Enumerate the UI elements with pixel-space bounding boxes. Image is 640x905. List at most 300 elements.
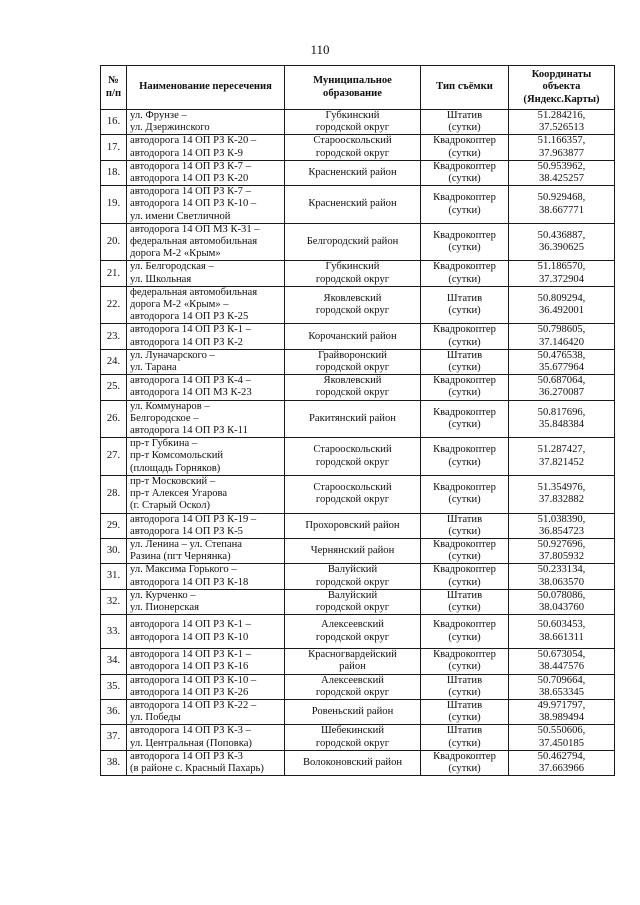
cell-coordinates-line: 51.166357, xyxy=(537,135,586,147)
cell-num: 25. xyxy=(101,375,127,400)
cell-num: 29. xyxy=(101,513,127,538)
cell-municipality xyxy=(285,438,421,476)
cell-name-line: автодорога 14 ОП РЗ К-20 xyxy=(130,173,249,185)
cell-shooting-type-line: Квадрокоптер xyxy=(433,160,496,172)
cell-shooting-type xyxy=(421,513,509,538)
cell-municipality xyxy=(285,375,421,400)
cell-num: 37. xyxy=(101,725,127,750)
cell-coordinates xyxy=(509,513,615,538)
cell-shooting-type-line: (сутки) xyxy=(448,494,481,506)
cell-municipality-line: городской округ xyxy=(315,686,390,698)
cell-coordinates-line: 51.354976, xyxy=(537,481,586,493)
cell-municipality xyxy=(285,725,421,750)
cell-shooting-type-line: (сутки) xyxy=(448,305,481,317)
cell-num: 33. xyxy=(101,615,127,649)
cell-shooting-type-line: (сутки) xyxy=(448,712,481,724)
cell-coordinates xyxy=(509,725,615,750)
cell-coordinates-line: 51.038390, xyxy=(537,513,586,525)
cell-shooting-type-line: Квадрокоптер xyxy=(433,261,496,273)
cell-municipality xyxy=(285,615,421,649)
cell-name-line: ул. Школьная xyxy=(130,273,192,285)
cell-shooting-type-line: (сутки) xyxy=(448,273,481,285)
cell-name-line: автодорога 14 ОП РЗ К-10 – xyxy=(130,674,257,686)
cell-coordinates-line: 37.146420 xyxy=(538,336,585,348)
header-coordinates: Координаты объекта (Яндекс.Карты) xyxy=(509,66,615,110)
cell-shooting-type-line: (сутки) xyxy=(448,525,481,537)
cell-coordinates-line: 36.854723 xyxy=(538,525,585,537)
cell-name xyxy=(127,513,285,538)
cell-name-line: автодорога 14 ОП РЗ К-7 – xyxy=(130,186,251,198)
cell-shooting-type xyxy=(421,110,509,135)
cell-name-line: федеральная автомобильная xyxy=(130,236,258,248)
cell-name-line: ул. Дзержинского xyxy=(130,122,210,134)
cell-name-line: автодорога 14 ОП МЗ К-23 xyxy=(130,387,252,399)
cell-num: 17. xyxy=(101,135,127,160)
cell-num: 28. xyxy=(101,475,127,513)
cell-num: 35. xyxy=(101,674,127,699)
table-row xyxy=(101,110,615,135)
cell-coordinates-line: 38.063570 xyxy=(538,576,585,588)
cell-coordinates-line: 35.848384 xyxy=(538,418,585,430)
cell-shooting-type-line: (сутки) xyxy=(448,173,481,185)
cell-coordinates-line: 38.661311 xyxy=(539,631,584,643)
page-number: 110 xyxy=(310,42,330,57)
cell-name-line: автодорога 14 ОП РЗ К-20 – xyxy=(130,135,257,147)
cell-shooting-type-line: Квадрокоптер xyxy=(433,444,496,456)
cell-municipality-line: городской округ xyxy=(315,601,390,613)
cell-shooting-type-line: Квадрокоптер xyxy=(433,375,496,387)
cell-shooting-type xyxy=(421,674,509,699)
cell-coordinates-line: 50.687064, xyxy=(537,375,586,387)
cell-name xyxy=(127,186,285,224)
cell-name-line: ул. Центральная (Поповка) xyxy=(130,737,252,749)
cell-name xyxy=(127,615,285,649)
table-row xyxy=(101,564,615,589)
cell-coordinates-line: 36.270087 xyxy=(538,387,585,399)
table-row xyxy=(101,589,615,614)
table-row xyxy=(101,699,615,724)
cell-coordinates-line: 37.805932 xyxy=(538,551,585,563)
cell-municipality xyxy=(285,674,421,699)
cell-coordinates-line: 51.284216, xyxy=(537,110,586,121)
cell-shooting-type-line: Штатив xyxy=(446,513,483,525)
cell-shooting-type xyxy=(421,400,509,438)
cell-municipality xyxy=(285,475,421,513)
cell-municipality xyxy=(285,513,421,538)
cell-municipality xyxy=(285,110,421,135)
cell-num: 36. xyxy=(101,699,127,724)
cell-municipality-line: Красненский район xyxy=(308,166,397,178)
cell-name-line: дорога М-2 «Крым» – xyxy=(130,299,229,311)
cell-name xyxy=(127,475,285,513)
cell-num: 19. xyxy=(101,186,127,224)
cell-municipality-line: Алексеевский xyxy=(321,619,384,631)
cell-shooting-type xyxy=(421,438,509,476)
cell-name-line: федеральная автомобильная xyxy=(130,286,258,298)
cell-num: 16. xyxy=(101,110,127,135)
cell-shooting-type xyxy=(421,261,509,286)
cell-coordinates xyxy=(509,699,615,724)
cell-coordinates-line: 50.809294, xyxy=(537,292,586,304)
cell-coordinates-line: 38.989494 xyxy=(538,712,585,724)
cell-shooting-type-line: (сутки) xyxy=(448,686,481,698)
cell-municipality xyxy=(285,649,421,674)
cell-name xyxy=(127,564,285,589)
cell-shooting-type-line: Штатив xyxy=(446,589,483,601)
cell-coordinates-line: 50.603453, xyxy=(537,619,586,631)
cell-municipality-line: Валуйский xyxy=(327,589,378,601)
cell-num: 26. xyxy=(101,400,127,438)
cell-coordinates-line: 50.817696, xyxy=(537,406,586,418)
cell-shooting-type-line: Квадрокоптер xyxy=(433,229,496,241)
cell-shooting-type xyxy=(421,538,509,563)
cell-name-line: автодорога 14 ОП РЗ К-26 xyxy=(130,686,249,698)
cell-shooting-type-line: (сутки) xyxy=(448,122,481,134)
cell-municipality-line: Старооскольский xyxy=(313,444,392,456)
cell-name-line: автодорога 14 ОП РЗ К-10 xyxy=(130,631,249,643)
cell-name-line: (г. Старый Оскол) xyxy=(130,500,211,512)
cell-name xyxy=(127,110,285,135)
cell-name xyxy=(127,286,285,324)
cell-shooting-type-line: (сутки) xyxy=(448,456,481,468)
cell-name-line: автодорога 14 ОП РЗ К-9 xyxy=(130,147,243,159)
header-name: Наименование пересечения xyxy=(127,66,285,110)
cell-coordinates-line: 38.447576 xyxy=(538,661,585,673)
intersections-table xyxy=(100,65,615,776)
cell-name xyxy=(127,538,285,563)
cell-coordinates xyxy=(509,674,615,699)
cell-name-line: ул. Тарана xyxy=(130,362,177,374)
table-row xyxy=(101,400,615,438)
cell-shooting-type xyxy=(421,699,509,724)
cell-municipality-line: Красногвардейский xyxy=(308,649,397,661)
cell-shooting-type xyxy=(421,135,509,160)
cell-coordinates-line: 38.425257 xyxy=(538,173,585,185)
cell-name-line: автодорога 14 ОП РЗ К-1 – xyxy=(130,649,251,661)
cell-shooting-type-line: Штатив xyxy=(446,349,483,361)
cell-num: 30. xyxy=(101,538,127,563)
table-row xyxy=(101,349,615,374)
cell-shooting-type xyxy=(421,375,509,400)
cell-shooting-type xyxy=(421,186,509,224)
table-row xyxy=(101,674,615,699)
cell-name-line: автодорога 14 ОП РЗ К-16 xyxy=(130,661,249,673)
cell-municipality-line: Губкинский xyxy=(325,110,380,121)
cell-municipality-line: городской округ xyxy=(315,576,390,588)
cell-shooting-type-line: (сутки) xyxy=(448,576,481,588)
cell-shooting-type-line: (сутки) xyxy=(448,242,481,254)
cell-name-line: пр-т Комсомольский xyxy=(130,450,224,462)
cell-municipality-line: Грайворонский xyxy=(318,349,387,361)
table-row xyxy=(101,135,615,160)
cell-coordinates xyxy=(509,324,615,349)
cell-municipality-line: городской округ xyxy=(315,122,390,134)
cell-coordinates xyxy=(509,135,615,160)
cell-name-line: автодорога 14 ОП РЗ К-19 – xyxy=(130,513,257,525)
cell-coordinates xyxy=(509,160,615,185)
cell-coordinates-line: 50.462794, xyxy=(537,750,586,762)
cell-coordinates xyxy=(509,110,615,135)
cell-shooting-type-line: Штатив xyxy=(446,699,483,711)
cell-name-line: ул. Белгородская – xyxy=(130,261,214,273)
cell-municipality-line: Валуйский xyxy=(327,564,378,576)
cell-shooting-type-line: Квадрокоптер xyxy=(433,649,496,661)
cell-shooting-type-line: (сутки) xyxy=(448,631,481,643)
cell-num: 22. xyxy=(101,286,127,324)
table-header xyxy=(101,66,615,110)
cell-coordinates xyxy=(509,186,615,224)
cell-name xyxy=(127,674,285,699)
cell-coordinates xyxy=(509,223,615,261)
cell-shooting-type-line: (сутки) xyxy=(448,661,481,673)
cell-coordinates xyxy=(509,564,615,589)
header-row xyxy=(101,66,615,110)
cell-name-line: автодорога 14 ОП РЗ К-5 xyxy=(130,525,243,537)
cell-coordinates-line: 37.450185 xyxy=(538,737,585,749)
cell-coordinates xyxy=(509,649,615,674)
cell-name xyxy=(127,261,285,286)
cell-municipality-line: городской округ xyxy=(315,456,390,468)
cell-coordinates-line: 37.832882 xyxy=(538,494,585,506)
cell-coordinates-line: 50.233134, xyxy=(537,564,586,576)
cell-municipality xyxy=(285,135,421,160)
cell-num: 32. xyxy=(101,589,127,614)
cell-municipality-line: Губкинский xyxy=(325,261,380,273)
table-row xyxy=(101,475,615,513)
cell-coordinates xyxy=(509,750,615,775)
cell-municipality-line: Чернянский район xyxy=(310,545,395,556)
cell-shooting-type-line: Квадрокоптер xyxy=(433,406,496,418)
cell-coordinates-line: 51.287427, xyxy=(537,444,586,456)
cell-shooting-type xyxy=(421,286,509,324)
cell-coordinates xyxy=(509,400,615,438)
cell-municipality xyxy=(285,538,421,563)
table-row xyxy=(101,649,615,674)
cell-coordinates-line: 50.709664, xyxy=(537,674,586,686)
cell-name-line: автодорога 14 ОП РЗ К-1 – xyxy=(130,619,251,631)
cell-name-line: автодорога 14 ОП РЗ К-3 – xyxy=(130,725,251,737)
cell-municipality-line: городской округ xyxy=(315,147,390,159)
cell-num: 24. xyxy=(101,349,127,374)
table-row xyxy=(101,160,615,185)
cell-coordinates-line: 37.372904 xyxy=(538,273,585,285)
cell-shooting-type xyxy=(421,615,509,649)
cell-coordinates-line: 50.476538, xyxy=(537,349,586,361)
cell-shooting-type-line: (сутки) xyxy=(448,147,481,159)
header-num: № п/п xyxy=(101,66,127,110)
table-row xyxy=(101,750,615,775)
cell-name-line: пр-т Алексея Угарова xyxy=(130,488,228,500)
cell-municipality xyxy=(285,261,421,286)
cell-coordinates xyxy=(509,438,615,476)
cell-name-line: автодорога 14 ОП МЗ К-31 – xyxy=(130,223,260,235)
cell-shooting-type-line: (сутки) xyxy=(448,601,481,613)
cell-name-line: (в районе с. Красный Пахарь) xyxy=(130,762,264,774)
table-row xyxy=(101,615,615,649)
cell-num: 27. xyxy=(101,438,127,476)
cell-name xyxy=(127,223,285,261)
cell-municipality-line: Прохоровский район xyxy=(305,519,400,531)
cell-coordinates xyxy=(509,538,615,563)
cell-name xyxy=(127,438,285,476)
cell-municipality-line: городской округ xyxy=(315,362,390,374)
cell-shooting-type-line: (сутки) xyxy=(448,362,481,374)
cell-municipality-line: городской округ xyxy=(315,305,390,317)
cell-municipality xyxy=(285,186,421,224)
cell-municipality-line: городской округ xyxy=(315,631,390,643)
cell-name-line: автодорога 14 ОП РЗ К-1 – xyxy=(130,324,251,336)
cell-num: 20. xyxy=(101,223,127,261)
cell-num: 18. xyxy=(101,160,127,185)
cell-coordinates-line: 50.673054, xyxy=(537,649,586,661)
cell-coordinates xyxy=(509,615,615,649)
cell-name xyxy=(127,160,285,185)
cell-name-line: дорога М-2 «Крым» xyxy=(130,248,221,260)
cell-coordinates-line: 38.667771 xyxy=(538,204,585,216)
cell-municipality-line: Старооскольский xyxy=(313,135,392,147)
cell-name-line: автодорога 14 ОП РЗ К-25 xyxy=(130,311,249,323)
cell-municipality-line: Яковлевский xyxy=(323,375,382,387)
cell-shooting-type xyxy=(421,223,509,261)
cell-municipality-line: городской округ xyxy=(315,737,390,749)
cell-name-line: ул. Луначарского – xyxy=(130,349,215,361)
cell-shooting-type xyxy=(421,564,509,589)
cell-coordinates-line: 50.436887, xyxy=(537,229,586,241)
cell-name-line: ул. Коммунаров – xyxy=(130,400,210,412)
table-row xyxy=(101,223,615,261)
cell-municipality-line: городской округ xyxy=(315,387,390,399)
table-row xyxy=(101,286,615,324)
cell-shooting-type xyxy=(421,725,509,750)
cell-name-line: (площадь Горняков) xyxy=(130,462,221,474)
cell-shooting-type-line: Штатив xyxy=(446,674,483,686)
cell-shooting-type-line: Квадрокоптер xyxy=(433,324,496,336)
cell-municipality-line: Красненский район xyxy=(308,198,397,210)
cell-name xyxy=(127,750,285,775)
cell-name-line: ул. Ленина – ул. Степана xyxy=(130,538,242,550)
cell-shooting-type xyxy=(421,649,509,674)
table-row xyxy=(101,725,615,750)
cell-name-line: ул. Победы xyxy=(130,712,181,724)
cell-municipality-line: Алексеевский xyxy=(321,674,384,686)
cell-coordinates xyxy=(509,349,615,374)
cell-municipality-line: Ровеньский район xyxy=(311,706,394,718)
cell-municipality-line: городской округ xyxy=(315,494,390,506)
cell-shooting-type-line: Штатив xyxy=(446,292,483,304)
cell-coordinates xyxy=(509,286,615,324)
cell-municipality xyxy=(285,223,421,261)
cell-name-line: Разина (пгт Чернянка) xyxy=(130,551,231,563)
cell-name-line: пр-т Губкина – xyxy=(130,438,198,450)
cell-coordinates-line: 50.798605, xyxy=(537,324,586,336)
cell-municipality xyxy=(285,400,421,438)
cell-coordinates xyxy=(509,261,615,286)
cell-shooting-type xyxy=(421,160,509,185)
cell-shooting-type-line: (сутки) xyxy=(448,418,481,430)
cell-name xyxy=(127,324,285,349)
cell-coordinates-line: 50.550606, xyxy=(537,725,586,737)
cell-coordinates-line: 38.653345 xyxy=(538,686,585,698)
header-shooting-type: Тип съёмки xyxy=(421,66,509,110)
table-row xyxy=(101,261,615,286)
cell-name xyxy=(127,589,285,614)
cell-municipality xyxy=(285,564,421,589)
cell-shooting-type xyxy=(421,324,509,349)
table-row xyxy=(101,513,615,538)
cell-municipality xyxy=(285,589,421,614)
table-row xyxy=(101,538,615,563)
cell-coordinates-line: 36.492001 xyxy=(538,305,585,317)
cell-coordinates-line: 37.963877 xyxy=(538,147,585,159)
cell-coordinates-line: 35.677964 xyxy=(538,362,585,374)
cell-municipality-line: Ракитянский район xyxy=(309,412,396,424)
cell-shooting-type xyxy=(421,349,509,374)
cell-name xyxy=(127,400,285,438)
cell-shooting-type xyxy=(421,475,509,513)
header-municipality: Муниципальное образование xyxy=(285,66,421,110)
cell-shooting-type-line: Квадрокоптер xyxy=(433,538,496,550)
table-row xyxy=(101,375,615,400)
cell-municipality xyxy=(285,699,421,724)
cell-coordinates-line: 49.971797, xyxy=(537,699,586,711)
cell-municipality-line: район xyxy=(339,661,366,673)
cell-name xyxy=(127,649,285,674)
cell-num: 23. xyxy=(101,324,127,349)
table-row xyxy=(101,324,615,349)
cell-shooting-type-line: Квадрокоптер xyxy=(433,619,496,631)
cell-coordinates-line: 51.186570, xyxy=(537,261,586,273)
table-row xyxy=(101,438,615,476)
cell-shooting-type-line: Квадрокоптер xyxy=(433,481,496,493)
cell-name xyxy=(127,135,285,160)
cell-shooting-type-line: (сутки) xyxy=(448,762,481,774)
cell-municipality-line: Шебекинский xyxy=(320,725,384,737)
cell-name-line: автодорога 14 ОП РЗ К-22 – xyxy=(130,699,257,711)
cell-num: 34. xyxy=(101,649,127,674)
cell-municipality xyxy=(285,160,421,185)
cell-name-line: автодорога 14 ОП РЗ К-3 xyxy=(130,750,243,762)
cell-coordinates-line: 50.953962, xyxy=(537,160,586,172)
cell-name xyxy=(127,349,285,374)
cell-coordinates-line: 38.043760 xyxy=(538,601,585,613)
cell-name-line: ул. имени Светличной xyxy=(130,210,231,222)
cell-shooting-type-line: (сутки) xyxy=(448,737,481,749)
cell-coordinates-line: 37.821452 xyxy=(538,456,585,468)
cell-name-line: автодорога 14 ОП РЗ К-2 xyxy=(130,336,243,348)
cell-shooting-type-line: Квадрокоптер xyxy=(433,192,496,204)
cell-name xyxy=(127,725,285,750)
cell-name-line: ул. Максима Горького – xyxy=(130,564,237,576)
table-row xyxy=(101,186,615,224)
cell-municipality-line: городской округ xyxy=(315,273,390,285)
cell-municipality-line: Яковлевский xyxy=(323,292,382,304)
cell-municipality-line: Белгородский район xyxy=(306,236,399,248)
cell-municipality xyxy=(285,324,421,349)
cell-name-line: автодорога 14 ОП РЗ К-18 xyxy=(130,576,249,588)
cell-shooting-type-line: Штатив xyxy=(446,110,483,121)
cell-name xyxy=(127,375,285,400)
cell-shooting-type-line: (сутки) xyxy=(448,204,481,216)
table-body xyxy=(101,110,615,776)
cell-name-line: Белгородское – xyxy=(130,412,199,424)
cell-name-line: ул. Фрунзе – xyxy=(130,110,187,121)
cell-name xyxy=(127,699,285,724)
cell-coordinates-line: 50.929468, xyxy=(537,192,586,204)
cell-name-line: автодорога 14 ОП РЗ К-10 – xyxy=(130,198,257,210)
cell-shooting-type xyxy=(421,750,509,775)
cell-shooting-type xyxy=(421,589,509,614)
cell-num: 21. xyxy=(101,261,127,286)
